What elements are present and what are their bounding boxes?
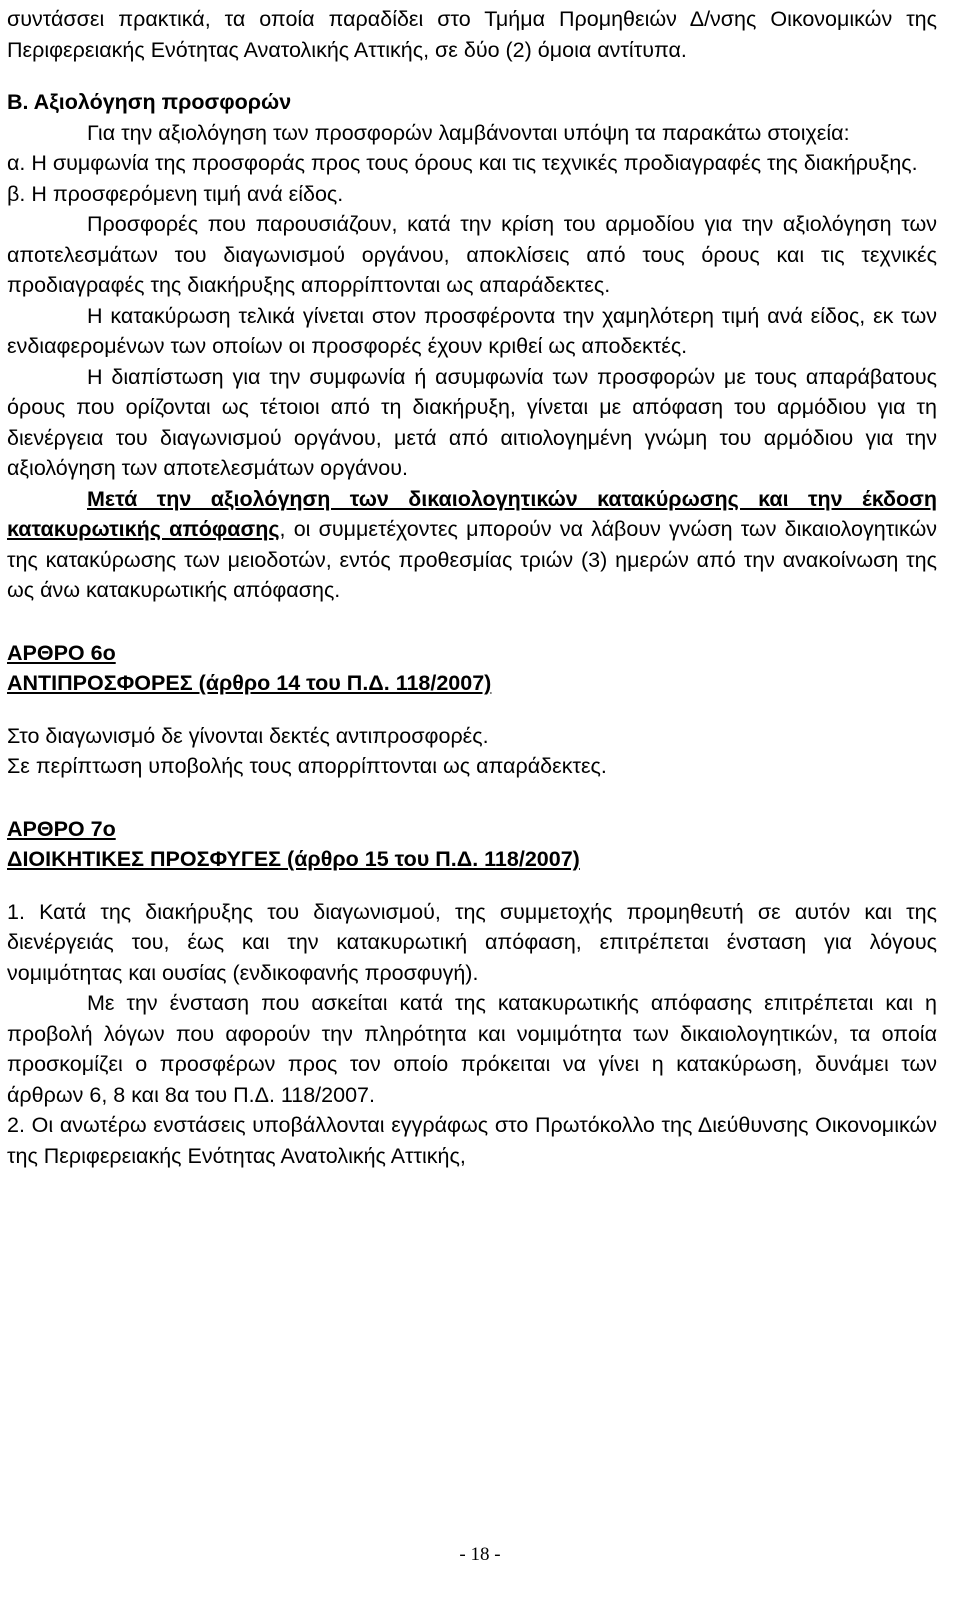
document-body — [7, 4, 937, 1171]
spacer — [7, 65, 937, 87]
paragraph: 1. Κατά της διακήρυξης του διαγωνισμού, της συμμετοχής προμηθευτή σε αυτόν και της διενέργειάς του, έως και την κατακυρωτική απόφαση, επιτρέπεται ένσταση για λόγους νομιμότητας και ουσίας (ενδικοφανής προσφυγή). — [7, 899, 937, 985]
page-number: - 18 - — [459, 1544, 501, 1565]
paragraph: Η διαπίστωση για την συμφωνία ή ασυμφωνία των προσφορών με τους απαράβατους όρους που ορίζονται ως τέτοιοι από τη διακήρυξη, γίνεται με απόφαση του αρμόδιου για τη διενέργεια του διαγωνισμού οργάνου, μετά από αιτιολογημένη γνώμη του αρμόδιου για την αξιολόγηση των αποτελεσμάτων οργάνου. — [7, 364, 937, 480]
paragraph: Στο διαγωνισμό δε γίνονται δεκτές αντιπροσφορές. — [7, 723, 489, 748]
paragraph-text: , οι συμμετέχοντες μπορούν να λάβουν γνώση των δικαιολογητικών της κατακύρωσης των μειοδοτών, εντός προθεσμίας τριών (3) ημερών από την ανακοίνωση της ως άνω κατακυρωτικής απόφασης. — [7, 517, 937, 602]
list-item: α. Η συμφωνία της προσφοράς προς τους όρους και τις τεχνικές προδιαγραφές της διακήρυξης. — [7, 151, 918, 175]
paragraph: Για την αξιολόγηση των προσφορών λαμβάνονται υπόψη τα παρακάτω στοιχεία: — [87, 120, 850, 145]
article-number: ΑΡΘΡΟ 7ο — [7, 816, 116, 841]
paragraph: συντάσσει πρακτικά, τα οποία παραδίδει στο Τμήμα Προμηθειών Δ/νσης Οικονομικών της Περιφερειακής Ενότητας Ανατολικής Αττικής, σε δύο (2) όμοια αντίτυπα. — [7, 7, 937, 62]
paragraph: Η κατακύρωση τελικά γίνεται στον προσφέροντα την χαμηλότερη τιμή ανά είδος, εκ των ενδιαφερομένων των οποίων οι προσφορές έχουν κριθεί ως αποδεκτές. — [7, 303, 937, 358]
paragraph: 2. Οι ανωτέρω ενστάσεις υποβάλλονται εγγράφως στο Πρωτόκολλο της Διεύθυνσης Οικονομικών της Περιφερειακής Ενότητας Ανατολικής Αττικής, — [7, 1113, 937, 1168]
section-heading: Β. Αξιολόγηση προσφορών — [7, 90, 292, 114]
paragraph — [7, 484, 937, 606]
spacer — [7, 699, 937, 721]
article-title: ΑΝΤΙΠΡΟΣΦΟΡΕΣ (άρθρο 14 του Π.Δ. 118/2007) — [7, 671, 492, 695]
emphasis-text: Μετά την αξιολόγηση των δικαιολογητικών κατακύρωσης και την έκδοση κατακυρωτικής απόφασης — [7, 486, 937, 541]
paragraph: Με την ένσταση που ασκείται κατά της κατακυρωτικής απόφασης επιτρέπεται και η προβολή λόγων που αφορούν την πληρότητα και νομιμότητα των δικαιολογητικών, τα οποία προσκομίζει ο προσφέρων προς τον οποίο πρόκειται να γίνει η κατακύρωση, δυνάμει των άρθρων 6, 8 και 8α του Π.Δ. 118/2007. — [7, 991, 937, 1107]
paragraph: Σε περίπτωση υποβολής τους απορρίπτονται ως απαράδεκτες. — [7, 754, 607, 778]
list-item: β. Η προσφερόμενη τιμή ανά είδος. — [7, 181, 344, 206]
article-number: ΑΡΘΡΟ 6ο — [7, 640, 116, 665]
article-title: ΔΙΟΙΚΗΤΙΚΕΣ ΠΡΟΣΦΥΓΕΣ (άρθρο 15 του Π.Δ. 118/2007) — [7, 847, 580, 871]
spacer — [7, 606, 937, 638]
paragraph: Προσφορές που παρουσιάζουν, κατά την κρίση του αρμοδίου για την αξιολόγηση των αποτελεσμάτων του διαγωνισμού οργάνου, αποκλίσεις από τους όρους και τις τεχνικές προδιαγραφές της διακήρυξης απορρίπτονται ως απαράδεκτες. — [7, 212, 937, 297]
spacer — [7, 782, 937, 814]
spacer — [7, 875, 937, 897]
